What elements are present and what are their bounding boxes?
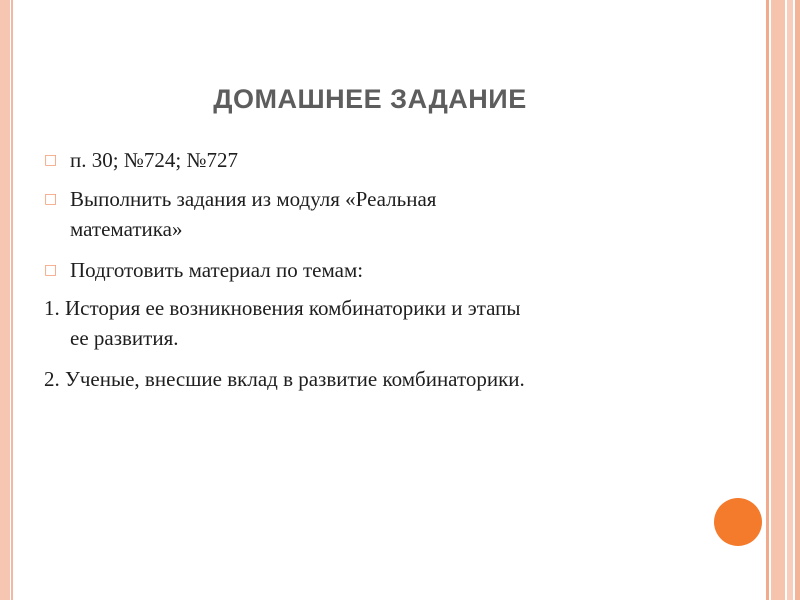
numbered-item [44, 367, 704, 392]
square-bullet-icon: □ [44, 262, 58, 278]
bullet-text: п. 30; №724; №727 [70, 148, 238, 172]
square-bullet-icon: □ [44, 191, 58, 207]
square-bullet-icon: □ [44, 152, 58, 168]
numbered-text-line: ее развития. [70, 326, 179, 350]
bullet-text [70, 187, 670, 242]
bullet-text-line: математика» [70, 217, 183, 241]
numbered-text-line: 1. История ее возникновения комбинаторики и этапы [44, 296, 521, 320]
decorative-circle [714, 498, 762, 546]
numbered-text-line: 2. Ученые, внесшие вклад в развитие комбинаторики. [44, 367, 525, 391]
numbered-item [44, 296, 704, 351]
bullet-text: Подготовить материал по темам: [70, 258, 364, 282]
slide-title: ДОМАШНЕЕ ЗАДАНИЕ [213, 84, 527, 114]
bullet-text-line: Выполнить задания из модуля «Реальная [70, 187, 437, 211]
